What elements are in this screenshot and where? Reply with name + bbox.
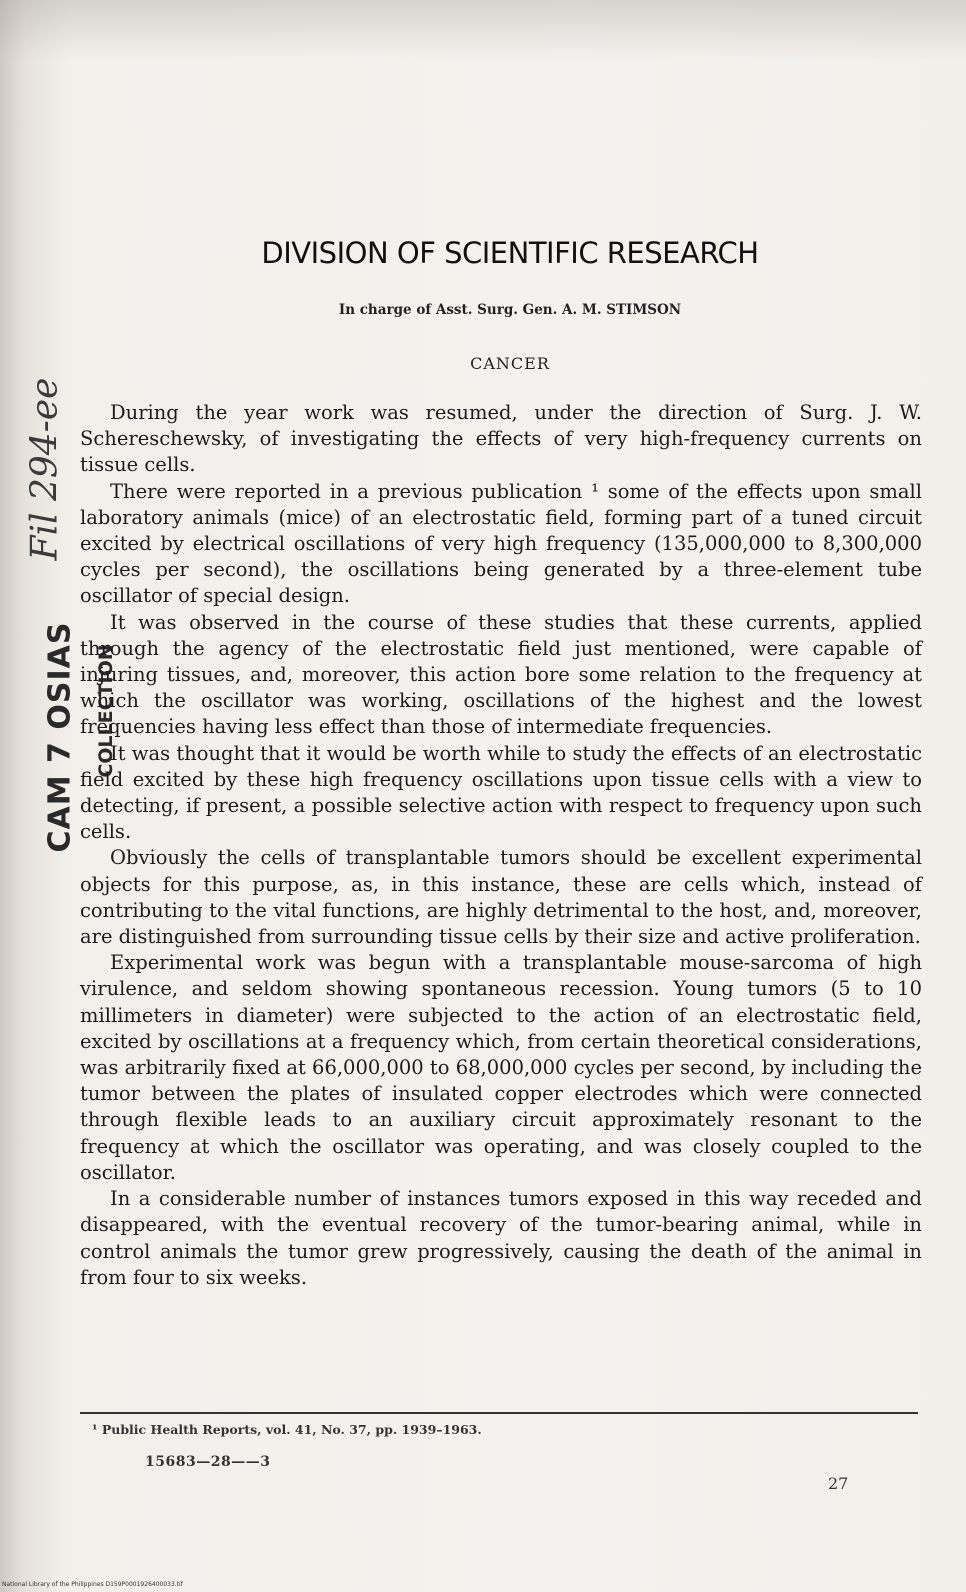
page-title: DIVISION OF SCIENTIFIC RESEARCH [261, 236, 759, 270]
scan-shadow [0, 0, 966, 60]
stamp-sub-text: COLLECTION [95, 644, 117, 778]
print-code: 15683—28——3 [145, 1454, 271, 1470]
collection-stamp [30, 590, 117, 870]
page-number: 27 [828, 1474, 849, 1493]
paragraph: It was thought that it would be worth while to study the effects of an electrostatic field excited by these high frequency oscillations upon tissue cells with a view to detecting, if present, a possible selective action with respect to frequency upon such cells. [80, 741, 922, 844]
paragraph: There were reported in a previous publication ¹ some of the effects upon small laboratory animals (mice) of an electrostatic field, forming part of a tuned circuit excited by electrical oscillations of very high frequency (135,000,000 to 8,300,000 cycles per second), the oscillations being generated by a three-element tube oscillator of special design. [80, 479, 922, 608]
body-text [80, 400, 922, 1291]
stamp-main-text: CAM 7 OSIAS [42, 621, 78, 853]
paragraph: During the year work was resumed, under the direction of Surg. J. W. Schereschewsky, of investigating the effects of very high-frequency currents on tissue cells. [80, 401, 922, 477]
library-source-line: National Library of the Philippines D159P0001926400033.tif [2, 1581, 183, 1588]
paragraph: Obviously the cells of transplantable tumors should be excellent experimental objects for this purpose, as, in this instance, these are cells which, instead of contributing to the vital functions, are highly detrimental to the host, and, moreover, are distinguished from surrounding tissue cells by their size and active proliferation. [80, 846, 922, 949]
paragraph: It was observed in the course of these studies that these currents, applied through the agency of the electrostatic field just mentioned, were capable of injuring tissues, and, moreover, this action bore some relation to the frequency at which the oscillator was working, oscillations of the highest and the lowest frequencies having less effect than those of intermediate frequencies. [80, 610, 922, 739]
handwritten-note: Fil 294-ee [24, 377, 66, 561]
paragraph: Experimental work was begun with a transplantable mouse-sarcoma of high virulence, and seldom showing spontaneous recession. Young tumors (5 to 10 millimeters in diameter) were subjected to the action of an electrostatic field, excited by oscillations at a frequency which, from certain theoretical considerations, was arbitrarily fixed at 66,000,000 to 68,000,000 cycles per second, by including the tumor between the plates of insulated copper electrodes which were connected through flexible leads to an auxiliary circuit approximately resonant to the frequency at which the oscillator was operating, and was closely coupled to the oscillator. [80, 951, 922, 1184]
paragraph: In a considerable number of instances tumors exposed in this way receded and disappeared, with the eventual recovery of the tumor-bearing animal, while in control animals the tumor grew progressively, causing the death of the animal in from four to six weeks. [80, 1187, 922, 1289]
section-heading: CANCER [470, 354, 550, 373]
footnote-divider [80, 1412, 918, 1414]
page-subtitle: In charge of Asst. Surg. Gen. A. M. STIMSON [338, 302, 682, 318]
footnote: ¹ Public Health Reports, vol. 41, No. 37, pp. 1939–1963. [92, 1422, 482, 1437]
